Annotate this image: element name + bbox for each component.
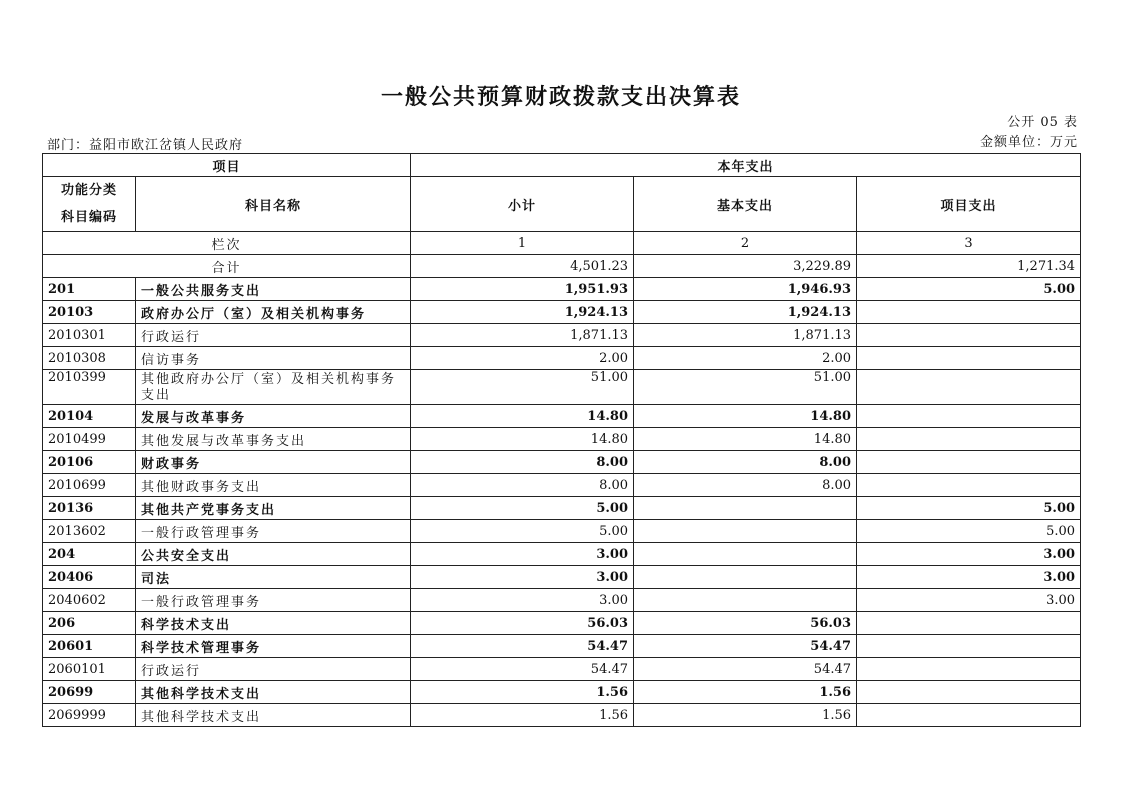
total-row (43, 255, 1081, 278)
row-code-cell: 204 (43, 543, 136, 566)
row-basic-cell: 8.00 (634, 451, 857, 474)
column-index-label: 栏次 (43, 232, 411, 255)
row-code-cell: 2060101 (43, 658, 136, 681)
row-subtotal-cell: 51.00 (411, 370, 634, 405)
row-basic-cell: 1,871.13 (634, 324, 857, 347)
row-code-cell: 2010308 (43, 347, 136, 370)
header-project-expense: 项目支出 (857, 177, 1081, 232)
row-basic-cell: 1,946.93 (634, 278, 857, 301)
table-row (43, 405, 1081, 428)
row-project-cell: 5.00 (857, 278, 1081, 301)
row-basic-cell: 14.80 (634, 428, 857, 451)
row-name-cell: 其他政府办公厅（室）及相关机构事务支出 (136, 370, 411, 405)
row-project-cell: 3.00 (857, 566, 1081, 589)
row-project-cell (857, 370, 1081, 405)
row-name-cell: 信访事务 (136, 347, 411, 370)
header-project: 项目 (43, 154, 411, 177)
row-basic-cell (634, 566, 857, 589)
row-project-cell (857, 474, 1081, 497)
row-subtotal-cell: 56.03 (411, 612, 634, 635)
row-code-cell: 20104 (43, 405, 136, 428)
amount-unit-label: 金额单位：万元 (979, 135, 1078, 150)
row-code-cell: 20406 (43, 566, 136, 589)
row-name-cell: 一般行政管理事务 (136, 589, 411, 612)
header-basic-expense: 基本支出 (634, 177, 857, 232)
table-row (43, 589, 1081, 612)
row-project-cell (857, 451, 1081, 474)
total-label: 合计 (43, 255, 411, 278)
header-function-code-line1: 功能分类 (60, 183, 117, 198)
row-subtotal-cell: 14.80 (411, 405, 634, 428)
column-index-2: 2 (634, 232, 857, 255)
row-subtotal-cell: 1.56 (411, 681, 634, 704)
row-basic-cell: 56.03 (634, 612, 857, 635)
table-row (43, 428, 1081, 451)
header-current-year-expense: 本年支出 (411, 154, 1081, 177)
row-subtotal-cell: 14.80 (411, 428, 634, 451)
header-row-1 (43, 154, 1081, 177)
row-subtotal-cell: 8.00 (411, 474, 634, 497)
row-subtotal-cell: 2.00 (411, 347, 634, 370)
row-basic-cell (634, 543, 857, 566)
row-code-cell: 2010699 (43, 474, 136, 497)
row-project-cell (857, 405, 1081, 428)
row-name-cell: 一般行政管理事务 (136, 520, 411, 543)
row-code-cell: 2040602 (43, 589, 136, 612)
row-basic-cell (634, 497, 857, 520)
row-project-cell (857, 301, 1081, 324)
table-row (43, 324, 1081, 347)
header-subject-name: 科目名称 (136, 177, 411, 232)
table-row (43, 681, 1081, 704)
row-name-cell: 行政运行 (136, 658, 411, 681)
table-row (43, 347, 1081, 370)
row-code-cell: 2010399 (43, 370, 136, 405)
table-row (43, 474, 1081, 497)
row-name-cell: 科学技术支出 (136, 612, 411, 635)
row-name-cell: 科学技术管理事务 (136, 635, 411, 658)
row-project-cell: 5.00 (857, 520, 1081, 543)
table-row (43, 451, 1081, 474)
department-label: 部门：益阳市欧江岔镇人民政府 (47, 138, 244, 153)
row-name-cell: 司法 (136, 566, 411, 589)
row-subtotal-cell: 54.47 (411, 635, 634, 658)
header-function-code-line2: 科目编码 (60, 210, 117, 225)
row-code-cell: 2010301 (43, 324, 136, 347)
row-project-cell (857, 428, 1081, 451)
row-name-cell: 政府办公厅（室）及相关机构事务 (136, 301, 411, 324)
row-name-cell: 发展与改革事务 (136, 405, 411, 428)
table-row (43, 301, 1081, 324)
header-function-code (43, 177, 136, 232)
row-name-cell: 行政运行 (136, 324, 411, 347)
row-subtotal-cell: 3.00 (411, 589, 634, 612)
total-project: 1,271.34 (857, 255, 1081, 278)
row-basic-cell: 14.80 (634, 405, 857, 428)
row-code-cell: 206 (43, 612, 136, 635)
row-name-cell: 一般公共服务支出 (136, 278, 411, 301)
row-subtotal-cell: 54.47 (411, 658, 634, 681)
table-row (43, 566, 1081, 589)
row-project-cell (857, 612, 1081, 635)
row-code-cell: 20103 (43, 301, 136, 324)
row-subtotal-cell: 1,871.13 (411, 324, 634, 347)
table-row (43, 612, 1081, 635)
row-project-cell (857, 704, 1081, 727)
table-row (43, 497, 1081, 520)
row-code-cell: 2010499 (43, 428, 136, 451)
row-basic-cell: 54.47 (634, 658, 857, 681)
row-subtotal-cell: 1,924.13 (411, 301, 634, 324)
page-title: 一般公共预算财政拨款支出决算表 (380, 85, 741, 110)
row-code-cell: 2069999 (43, 704, 136, 727)
row-basic-cell: 54.47 (634, 635, 857, 658)
row-subtotal-cell: 5.00 (411, 520, 634, 543)
total-subtotal: 4,501.23 (411, 255, 634, 278)
form-number: 公开 05 表 (1007, 115, 1078, 130)
row-subtotal-cell: 8.00 (411, 451, 634, 474)
row-subtotal-cell: 1,951.93 (411, 278, 634, 301)
row-name-cell: 其他共产党事务支出 (136, 497, 411, 520)
row-code-cell: 201 (43, 278, 136, 301)
row-subtotal-cell: 1.56 (411, 704, 634, 727)
row-code-cell: 20106 (43, 451, 136, 474)
row-basic-cell: 51.00 (634, 370, 857, 405)
row-project-cell: 3.00 (857, 543, 1081, 566)
table-row (43, 520, 1081, 543)
row-project-cell (857, 635, 1081, 658)
header-row-2 (43, 177, 1081, 232)
row-subtotal-cell: 3.00 (411, 543, 634, 566)
row-basic-cell (634, 520, 857, 543)
total-basic: 3,229.89 (634, 255, 857, 278)
row-project-cell: 5.00 (857, 497, 1081, 520)
column-index-3: 3 (857, 232, 1081, 255)
table-row (43, 278, 1081, 301)
row-basic-cell: 1.56 (634, 704, 857, 727)
row-subtotal-cell: 3.00 (411, 566, 634, 589)
table-row (43, 370, 1081, 405)
table-row (43, 658, 1081, 681)
row-name-cell: 其他科学技术支出 (136, 704, 411, 727)
row-code-cell: 20601 (43, 635, 136, 658)
table-row (43, 543, 1081, 566)
row-name-cell: 财政事务 (136, 451, 411, 474)
column-index-row (43, 232, 1081, 255)
row-code-cell: 20136 (43, 497, 136, 520)
table-row (43, 704, 1081, 727)
row-project-cell (857, 681, 1081, 704)
header-subtotal: 小计 (411, 177, 634, 232)
row-name-cell: 其他财政事务支出 (136, 474, 411, 497)
row-basic-cell: 1,924.13 (634, 301, 857, 324)
row-basic-cell: 1.56 (634, 681, 857, 704)
row-name-cell: 其他科学技术支出 (136, 681, 411, 704)
expense-table (42, 153, 1081, 727)
row-project-cell (857, 347, 1081, 370)
row-project-cell: 3.00 (857, 589, 1081, 612)
row-basic-cell: 2.00 (634, 347, 857, 370)
row-name-cell: 公共安全支出 (136, 543, 411, 566)
row-code-cell: 2013602 (43, 520, 136, 543)
table-row (43, 635, 1081, 658)
row-project-cell (857, 658, 1081, 681)
column-index-1: 1 (411, 232, 634, 255)
row-name-cell: 其他发展与改革事务支出 (136, 428, 411, 451)
row-subtotal-cell: 5.00 (411, 497, 634, 520)
row-code-cell: 20699 (43, 681, 136, 704)
row-basic-cell: 8.00 (634, 474, 857, 497)
row-project-cell (857, 324, 1081, 347)
row-basic-cell (634, 589, 857, 612)
